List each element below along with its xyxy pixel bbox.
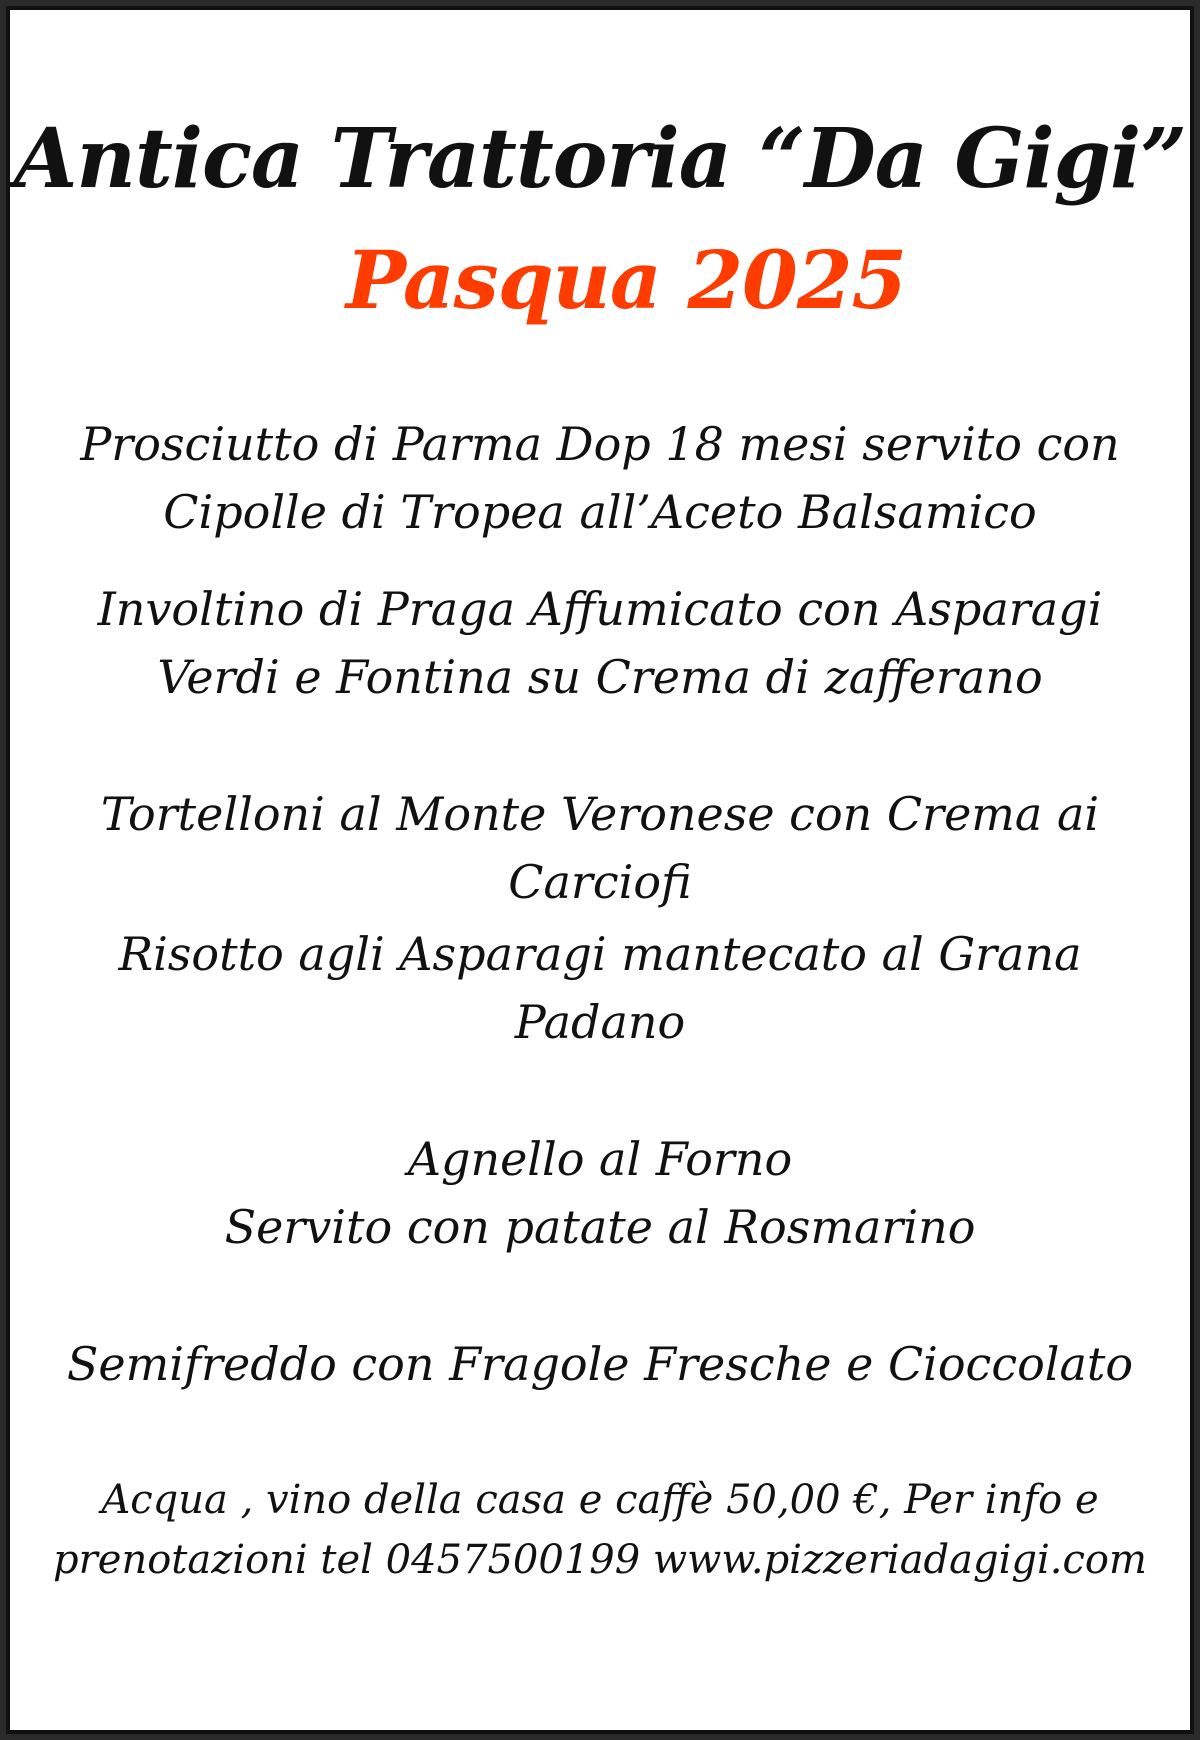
menu-item-primo-1 (10, 780, 1190, 916)
footer-line: Acqua , vino della casa e caffè 50,00 €, Per info e (101, 1477, 1099, 1523)
event-title: Pasqua 2025 (345, 233, 907, 327)
menu-line: Verdi e Fontina su Crema di zafferano (157, 650, 1043, 704)
menu-line: Tortelloni al Monte Veronese con Crema ai (100, 787, 1100, 841)
menu-line: Agnello al Forno (407, 1132, 793, 1186)
menu-item-antipasto-2 (10, 575, 1190, 711)
menu-line: Cipolle di Tropea all’Aceto Balsamico (163, 485, 1037, 539)
menu-item-secondo (10, 1125, 1190, 1261)
menu-line: Semifreddo con Fragole Fresche e Cioccolato (66, 1337, 1134, 1391)
menu-page (6, 6, 1194, 1734)
menu-line: Padano (514, 995, 686, 1049)
menu-line: Involtino di Praga Affumicato con Asparagi (97, 582, 1103, 636)
menu-line: Prosciutto di Parma Dop 18 mesi servito con (80, 417, 1120, 471)
menu-line: Carciofi (508, 855, 692, 909)
menu-item-dolce (10, 1330, 1190, 1398)
menu-item-primo-2 (10, 920, 1190, 1056)
menu-item-antipasto-1 (10, 410, 1190, 546)
menu-line: Servito con patate al Rosmarino (224, 1200, 976, 1254)
restaurant-name: Antica Trattoria “Da Gigi” (13, 111, 1187, 207)
footer-line: prenotazioni tel 0457500199 www.pizzeriadagigi.com (53, 1537, 1147, 1583)
footer-info (10, 1470, 1190, 1590)
menu-line: Risotto agli Asparagi mantecato al Grana (118, 927, 1082, 981)
